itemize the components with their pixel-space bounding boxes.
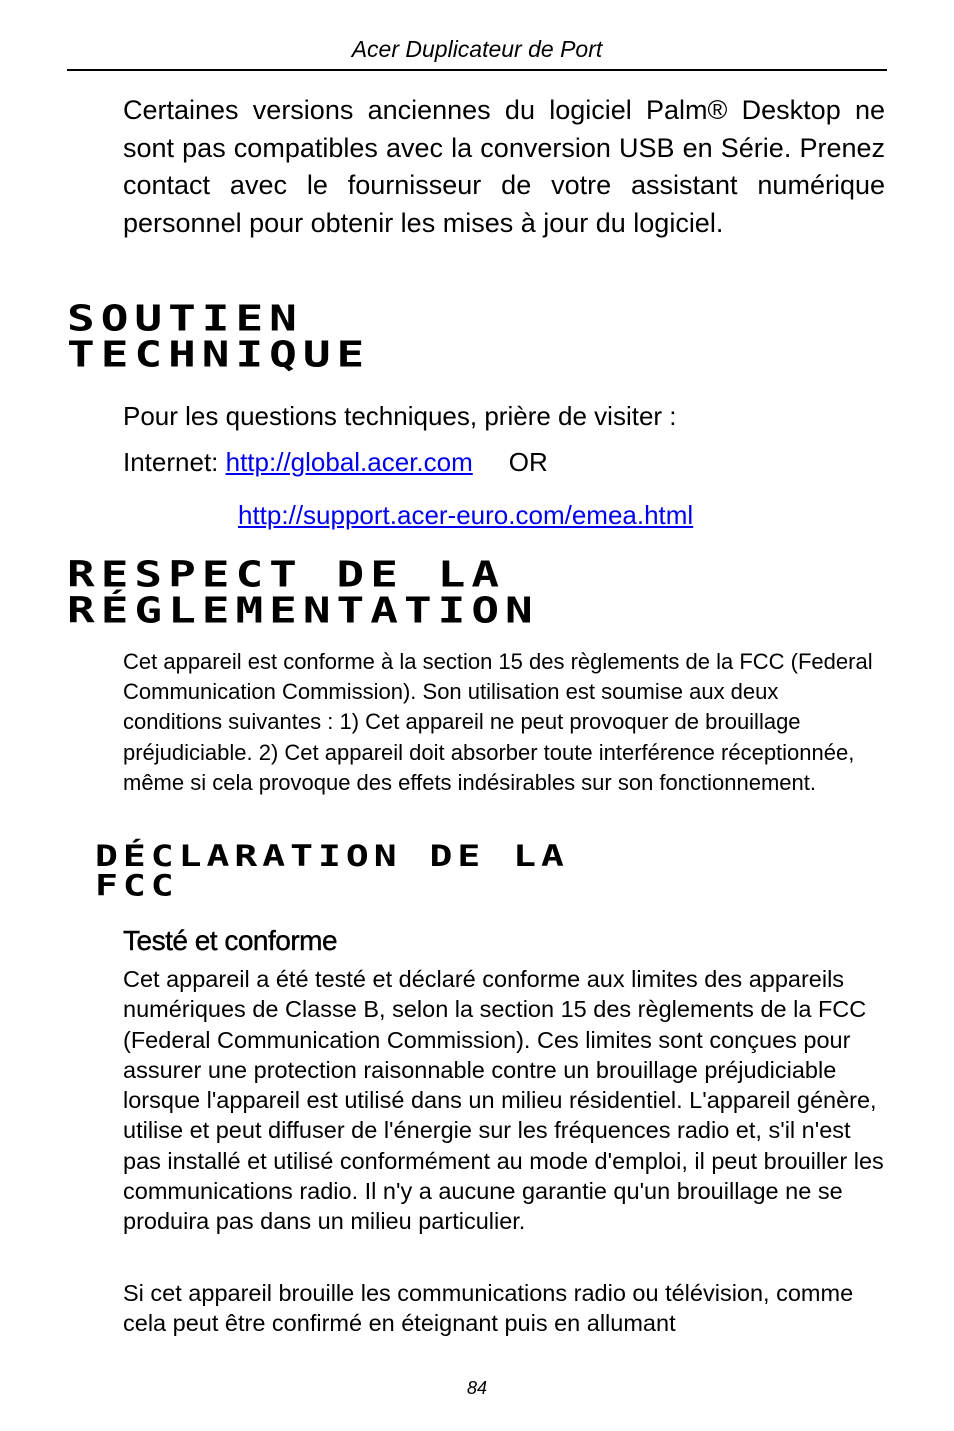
regulation-section — [123, 647, 883, 798]
teste-conforme-heading: Testé et conforme — [123, 925, 338, 956]
regulation-paragraph: Cet appareil est conforme à la section 15 des règlements de la FCC (Federal Communication Commission). Son utilisation est soumise aux deux conditions suivantes : 1) Cet appareil ne peut provoquer de brouillage préjudiciable. 2) Cet appareil doit absorber toute interférence réceptionnée, même si cela provoque des effets indésirables sur son fonctionnement. — [123, 649, 873, 795]
internet-label: Internet: — [123, 447, 226, 477]
page-number: 84 — [466, 1378, 488, 1398]
heading-respect-reglementation — [67, 552, 539, 631]
subheading-line: FCC — [95, 868, 179, 903]
heading-line: TECHNIQUE — [67, 332, 371, 375]
support-section — [123, 401, 885, 431]
heading-soutien-technique — [67, 296, 371, 375]
support-lead: Pour les questions techniques, prière de visiter : — [123, 401, 677, 431]
subheading-line: DÉCLARATION DE LA — [95, 838, 569, 873]
fcc-paragraph-2: Si cet appareil brouille les communications radio ou télévision, comme cela peut être confirmé en éteignant puis en allumant — [123, 1280, 854, 1337]
intro-paragraph: Certaines versions anciennes du logiciel Palm® Desktop ne sont pas compatibles avec la conversion USB en Série. Prenez contact avec le fournisseur de votre assistant numérique personnel pour obtenir les mises à jour du logiciel. — [123, 95, 885, 238]
fcc-section-2 — [123, 1278, 885, 1339]
or-text: OR — [508, 447, 548, 477]
global-acer-link[interactable]: http://global.acer.com — [225, 447, 473, 477]
header-rule — [67, 69, 887, 71]
support-internet-line — [123, 447, 885, 477]
support-link2-line — [238, 500, 878, 530]
intro-section — [123, 92, 885, 242]
heading-line: RESPECT DE LA — [67, 552, 506, 595]
running-header: Acer Duplicateur de Port — [351, 36, 603, 62]
fcc-paragraph-1: Cet appareil a été testé et déclaré conforme aux limites des appareils numériques de Classe B, selon la section 15 des règlements de la FCC (Federal Communication Commission). Ces limites sont conçues pour assurer une protection raisonnable contre un brouillage préjudiciable lorsque l'appareil est utilisé dans un milieu résidentiel. L'appareil génère, utilise et peut diffuser de l'énergie sur les fréquences radio et, s'il n'est pas installé et utilisé conformément au mode d'emploi, il peut brouiller les communications radio. Il n'y a aucune garantie qu'un brouillage ne se produira pas dans un milieu particulier. — [123, 966, 884, 1235]
acer-euro-support-link[interactable]: http://support.acer-euro.com/emea.html — [238, 500, 694, 530]
heading-line: SOUTIEN — [67, 296, 303, 339]
heading-line: RÉGLEMENTATION — [67, 588, 539, 631]
fcc-section — [123, 964, 885, 1237]
heading-declaration-fcc — [95, 838, 569, 903]
